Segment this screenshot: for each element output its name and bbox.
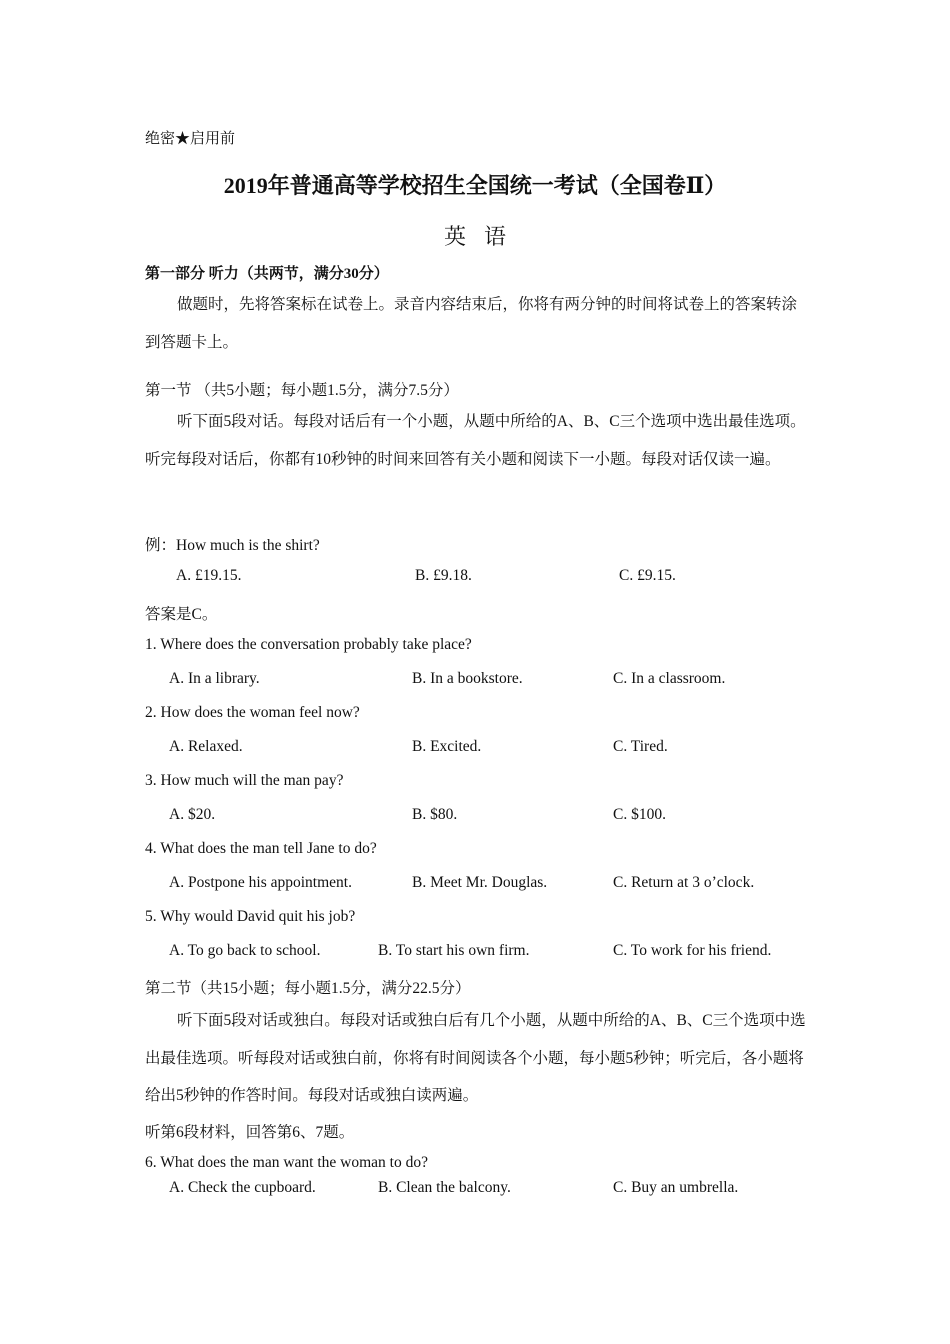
subject-title: 英语: [443, 224, 524, 249]
section2-heading: 第二节（共15小题；每小题1.5分，满分22.5分）: [145, 980, 471, 997]
question-5: 5. Why would David quit his job?: [145, 908, 356, 925]
option-b: B. Meet Mr. Douglas.: [412, 874, 548, 891]
option-c: C. In a classroom.: [613, 670, 726, 687]
section1-heading: 第一节 （共5小题；每小题1.5分，满分7.5分）: [145, 382, 459, 399]
secret-label: 绝密★启用前: [145, 131, 236, 147]
option-c: C. $100.: [613, 806, 666, 823]
example-question: 例：How much is the shirt?: [145, 537, 320, 554]
question-3-options: [0, 806, 950, 826]
option-a: A. To go back to school.: [169, 942, 321, 959]
question-3: 3. How much will the man pay?: [145, 772, 344, 789]
question-5-options: [0, 942, 950, 962]
option-b: B. $80.: [412, 806, 458, 823]
question-4: 4. What does the man tell Jane to do?: [145, 840, 377, 857]
example-options: [0, 567, 950, 587]
option-a: A. Relaxed.: [169, 738, 243, 755]
option-b: B. In a bookstore.: [412, 670, 523, 687]
option-c: C. Buy an umbrella.: [613, 1179, 739, 1196]
question-6: 6. What does the man want the woman to do?: [145, 1154, 428, 1171]
part1-instruction: 做题时，先将答案标在试卷上。录音内容结束后，你将有两分钟的时间将试卷上的答案转涂到答题卡上。: [145, 296, 798, 351]
option-b: B. £9.18.: [415, 567, 472, 584]
section2-instruction: 听下面5段对话或独白。每段对话或独白后有几个小题，从题中所给的A、B、C三个选项中选出最佳选项。听每段对话或独白前，你将有时间阅读各个小题，每小题5秒钟；听完后，各小题将给出5秒钟的作答时间。每段对话或独白读两遍。: [145, 1012, 806, 1104]
exam-title: 2019年普通高等学校招生全国统一考试（全国卷Ⅱ）: [223, 173, 727, 198]
option-a: A. Check the cupboard.: [169, 1179, 316, 1196]
option-a: A. £19.15.: [176, 567, 242, 584]
section1-instruction: 听下面5段对话。每段对话后有一个小题，从题中所给的A、B、C三个选项中选出最佳选项。听完每段对话后，你都有10秒钟的时间来回答有关小题和阅读下一小题。每段对话仅读一遍。: [145, 413, 806, 468]
question-2: 2. How does the woman feel now?: [145, 704, 360, 721]
option-b: B. Excited.: [412, 738, 482, 755]
option-c: C. To work for his friend.: [613, 942, 772, 959]
option-a: A. $20.: [169, 806, 216, 823]
question-1: 1. Where does the conversation probably take place?: [145, 636, 472, 653]
option-c: C. Return at 3 o’clock.: [613, 874, 755, 891]
option-c: C. Tired.: [613, 738, 668, 755]
option-b: B. To start his own firm.: [378, 942, 530, 959]
question-4-options: [0, 874, 950, 894]
question-2-options: [0, 738, 950, 758]
option-a: A. In a library.: [169, 670, 260, 687]
option-c: C. £9.15.: [619, 567, 676, 584]
option-b: B. Clean the balcony.: [378, 1179, 511, 1196]
material-6-note: 听第6段材料，回答第6、7题。: [145, 1124, 355, 1141]
question-6-options: [0, 1179, 950, 1199]
question-1-options: [0, 670, 950, 690]
part1-heading: 第一部分 听力（共两节，满分30分）: [145, 266, 389, 282]
option-a: A. Postpone his appointment.: [169, 874, 352, 891]
example-answer: 答案是C。: [145, 606, 218, 623]
